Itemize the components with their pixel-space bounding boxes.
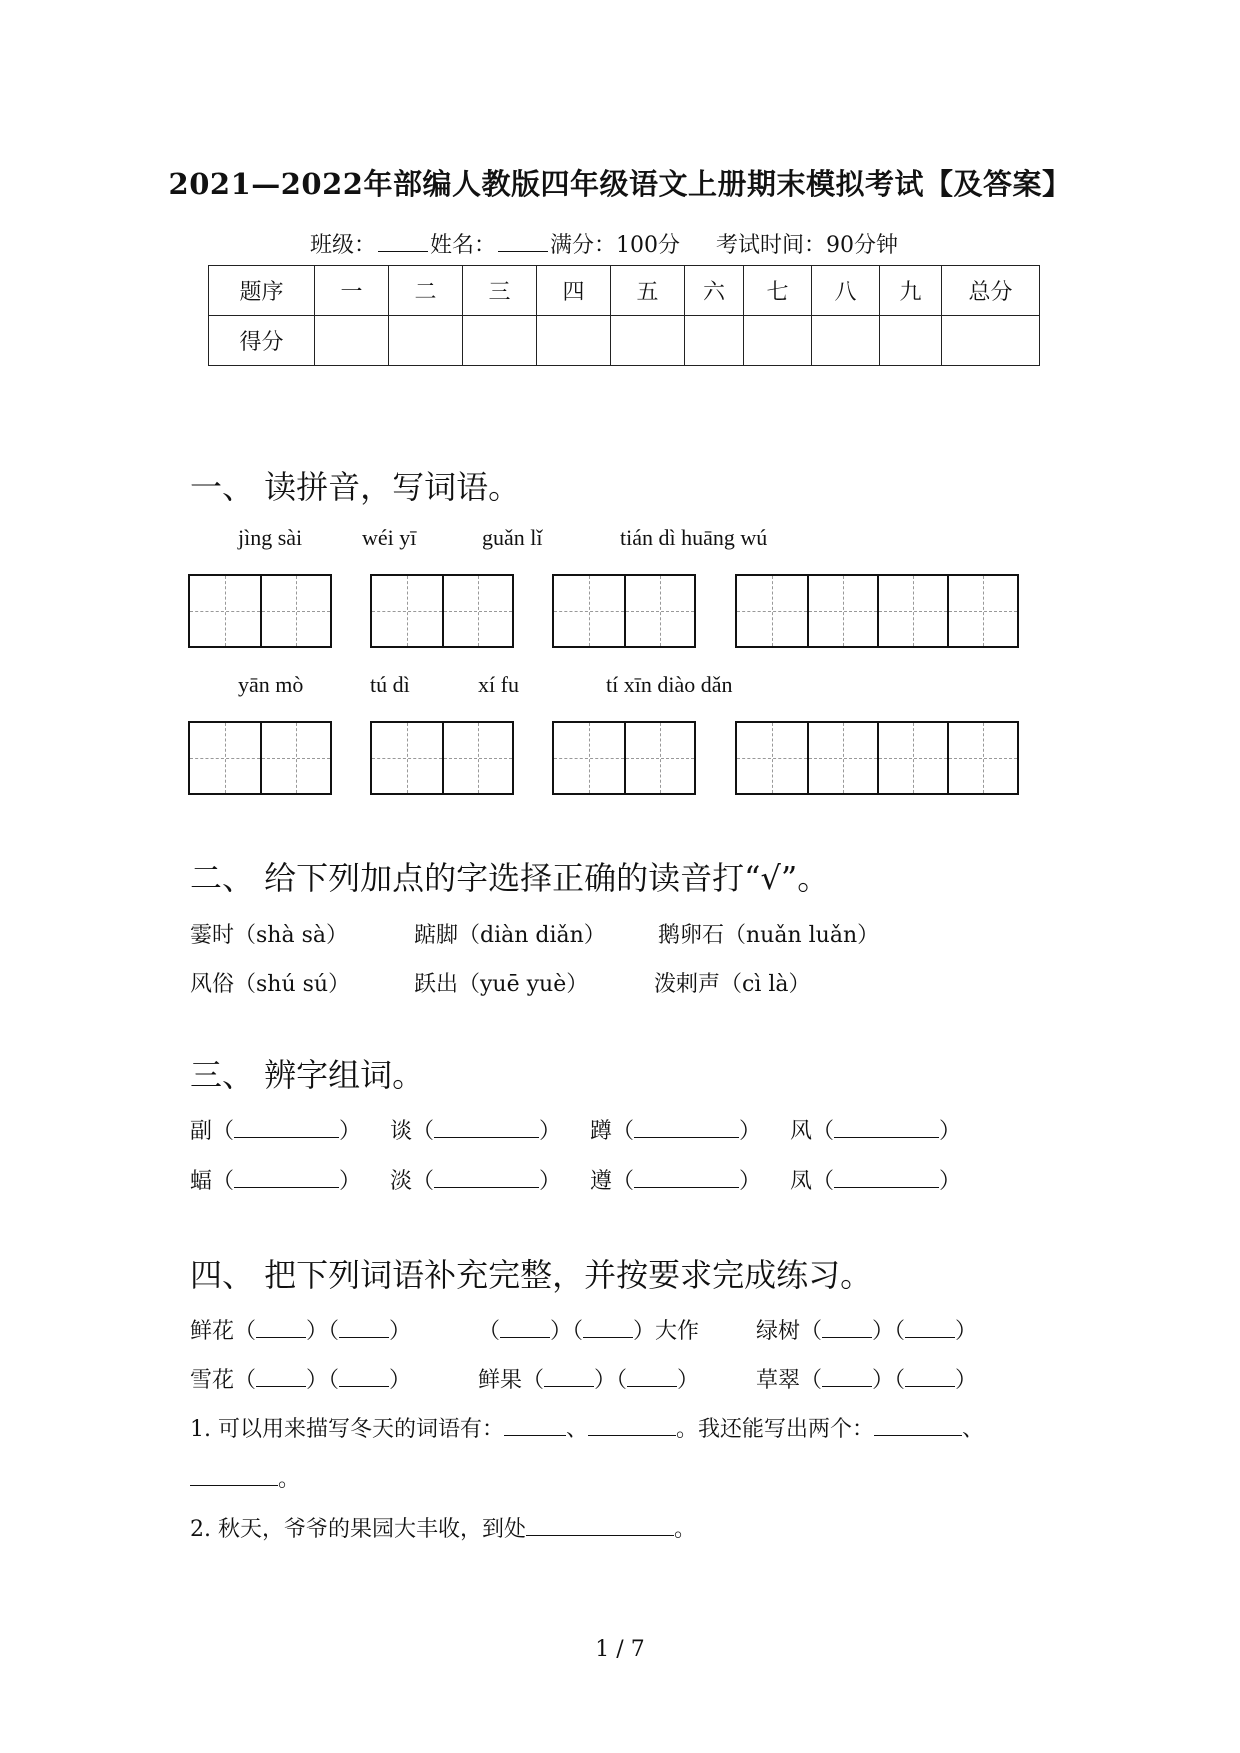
- word-group-item: [790, 1114, 961, 1145]
- section2-heading: 二、 给下列加点的字选择正确的读音打“√”。: [190, 859, 830, 897]
- answer-blank[interactable]: [234, 1167, 339, 1188]
- separator: 、: [962, 1417, 985, 1442]
- answer-blank[interactable]: [339, 1317, 389, 1338]
- idiom-text: ）（: [872, 1319, 906, 1344]
- paren: ）: [539, 1169, 562, 1194]
- char-label: 谈（: [390, 1119, 435, 1144]
- idiom-text: 绿树（: [756, 1319, 823, 1344]
- idiom-text: ）: [677, 1368, 700, 1393]
- paren: ）: [339, 1169, 362, 1194]
- name-field[interactable]: [498, 233, 548, 252]
- header-cell: 题序: [209, 266, 315, 316]
- question-text: 。: [674, 1517, 697, 1542]
- tian-grid[interactable]: [370, 721, 514, 795]
- header-cell: 一: [315, 266, 389, 316]
- char-label: 淡（: [390, 1169, 435, 1194]
- char-label: 蹲（: [590, 1119, 635, 1144]
- pinyin: yān mò: [238, 672, 304, 697]
- question-text: 1. 可以用来描写冬天的词语有：: [190, 1417, 504, 1442]
- pinyin: jìng sài: [238, 525, 303, 550]
- reading-option[interactable]: 风俗（shú sú）: [190, 972, 351, 997]
- paren: ）: [939, 1119, 962, 1144]
- answer-blank[interactable]: [500, 1317, 550, 1338]
- reading-option[interactable]: 鹅卵石（nuǎn luǎn）: [658, 923, 880, 948]
- answer-blank[interactable]: [339, 1366, 389, 1387]
- reading-option[interactable]: 泼剌声（cì là）: [654, 972, 811, 997]
- class-field[interactable]: [378, 233, 428, 252]
- char-label: 蝠（: [190, 1169, 235, 1194]
- answer-blank[interactable]: [234, 1117, 339, 1138]
- idiom-text: ）（: [872, 1368, 906, 1393]
- score-cell[interactable]: [880, 316, 942, 366]
- section1-heading: 一、 读拼音，写词语。: [190, 468, 521, 506]
- score-header-row: [209, 266, 1040, 316]
- idiom-text: ）: [955, 1319, 978, 1344]
- tian-grid[interactable]: [552, 574, 696, 648]
- char-label: 副（: [190, 1119, 235, 1144]
- char-label: 遵（: [590, 1169, 635, 1194]
- answer-blank[interactable]: [634, 1117, 739, 1138]
- header-cell: 九: [880, 266, 942, 316]
- idiom-text: 雪花（: [190, 1368, 257, 1393]
- section3-heading: 三、 辨字组词。: [190, 1056, 425, 1094]
- pinyin: tí xīn diào dǎn: [606, 672, 733, 697]
- score-cell[interactable]: [942, 316, 1040, 366]
- reading-option[interactable]: 霎时（shà sà）: [190, 923, 348, 948]
- score-cell[interactable]: [744, 316, 812, 366]
- answer-blank[interactable]: [834, 1117, 939, 1138]
- idiom-text: ）（: [306, 1368, 340, 1393]
- idiom-item: [756, 1363, 977, 1394]
- page-number: 1 / 7: [595, 1637, 645, 1662]
- pinyin: tú dì: [370, 672, 410, 697]
- answer-blank[interactable]: [588, 1415, 676, 1436]
- answer-blank[interactable]: [256, 1317, 306, 1338]
- answer-blank[interactable]: [256, 1366, 306, 1387]
- section4-heading: 四、 把下列词语补充完整，并按要求完成练习。: [190, 1256, 873, 1294]
- pinyin: xí fu: [478, 672, 519, 697]
- header-cell: 四: [537, 266, 611, 316]
- exam-time: 考试时间：90分钟: [716, 233, 899, 258]
- answer-blank[interactable]: [834, 1167, 939, 1188]
- idiom-item: [190, 1363, 411, 1394]
- idiom-text: ）大作: [633, 1319, 700, 1344]
- pinyin: wéi yī: [362, 525, 417, 550]
- question-1-cont: [190, 1462, 300, 1493]
- word-group-item: [190, 1114, 361, 1145]
- answer-blank[interactable]: [544, 1366, 594, 1387]
- score-cell[interactable]: [389, 316, 463, 366]
- paren: ）: [339, 1119, 362, 1144]
- question-1: [190, 1412, 984, 1443]
- word-group-item: [390, 1114, 561, 1145]
- answer-blank[interactable]: [583, 1317, 633, 1338]
- header-cell: 总分: [942, 266, 1040, 316]
- header-cell: 八: [812, 266, 880, 316]
- question-text: 。: [278, 1467, 301, 1492]
- tian-grid[interactable]: [735, 721, 1019, 795]
- header-cell: 六: [685, 266, 744, 316]
- header-cell: 二: [389, 266, 463, 316]
- tian-grid[interactable]: [735, 574, 1019, 648]
- exam-info: [310, 228, 898, 259]
- idiom-text: ）（: [306, 1319, 340, 1344]
- idiom-text: ）: [389, 1368, 412, 1393]
- idiom-text: 鲜花（: [190, 1319, 257, 1344]
- answer-blank[interactable]: [526, 1515, 674, 1536]
- score-row: [209, 316, 1040, 366]
- reading-option[interactable]: 踮脚（diàn diǎn）: [414, 923, 606, 948]
- idiom-text: （: [478, 1319, 501, 1344]
- idiom-text: ）（: [550, 1319, 584, 1344]
- answer-blank[interactable]: [434, 1167, 539, 1188]
- row-label: 得分: [209, 316, 315, 366]
- tian-grid[interactable]: [552, 721, 696, 795]
- score-table: [208, 265, 1040, 366]
- score-cell[interactable]: [812, 316, 880, 366]
- answer-blank[interactable]: [634, 1167, 739, 1188]
- answer-blank[interactable]: [822, 1366, 872, 1387]
- idiom-text: 鲜果（: [478, 1368, 545, 1393]
- header-cell: 三: [463, 266, 537, 316]
- word-group-item: [590, 1164, 761, 1195]
- answer-blank[interactable]: [822, 1317, 872, 1338]
- idiom-item: [190, 1314, 411, 1345]
- reading-option[interactable]: 跃出（yuē yuè）: [414, 972, 589, 997]
- tian-grid[interactable]: [188, 574, 332, 648]
- answer-blank[interactable]: [434, 1117, 539, 1138]
- score-cell[interactable]: [463, 316, 537, 366]
- word-group-item: [190, 1164, 361, 1195]
- paren: ）: [739, 1169, 762, 1194]
- answer-blank[interactable]: [905, 1317, 955, 1338]
- name-label: 姓名：: [430, 233, 497, 258]
- question-text: 2. 秋天，爷爷的果园大丰收，到处: [190, 1517, 526, 1542]
- char-label: 风（: [790, 1119, 835, 1144]
- word-group-item: [790, 1164, 961, 1195]
- paren: ）: [939, 1169, 962, 1194]
- idiom-text: ）: [955, 1368, 978, 1393]
- answer-blank[interactable]: [504, 1415, 566, 1436]
- tian-grid[interactable]: [370, 574, 514, 648]
- question-text: 。我还能写出两个：: [676, 1417, 875, 1442]
- score-cell[interactable]: [537, 316, 611, 366]
- page-title: 2021—2022年部编人教版四年级语文上册期末模拟考试【及答案】: [168, 167, 1072, 201]
- paren: ）: [539, 1119, 562, 1144]
- answer-blank[interactable]: [874, 1415, 962, 1436]
- header-cell: 五: [611, 266, 685, 316]
- answer-blank[interactable]: [190, 1465, 278, 1486]
- header-cell: 七: [744, 266, 812, 316]
- idiom-item: [478, 1363, 699, 1394]
- paren: ）: [739, 1119, 762, 1144]
- pinyin: tián dì huāng wú: [620, 525, 768, 550]
- idiom-text: ）（: [594, 1368, 628, 1393]
- word-group-item: [590, 1114, 761, 1145]
- score-cell[interactable]: [315, 316, 389, 366]
- idiom-item: [756, 1314, 977, 1345]
- idiom-item: [478, 1314, 699, 1345]
- word-group-item: [390, 1164, 561, 1195]
- char-label: 凤（: [790, 1169, 835, 1194]
- pinyin: guǎn lǐ: [482, 525, 543, 550]
- separator: 、: [565, 1417, 588, 1442]
- score-cell[interactable]: [685, 316, 744, 366]
- class-label: 班级：: [310, 233, 377, 258]
- question-2: [190, 1512, 696, 1543]
- full-marks: 满分：100分: [550, 233, 681, 258]
- idiom-text: ）: [389, 1319, 412, 1344]
- idiom-text: 草翠（: [756, 1368, 823, 1393]
- score-cell[interactable]: [611, 316, 685, 366]
- answer-blank[interactable]: [627, 1366, 677, 1387]
- answer-blank[interactable]: [905, 1366, 955, 1387]
- tian-grid[interactable]: [188, 721, 332, 795]
